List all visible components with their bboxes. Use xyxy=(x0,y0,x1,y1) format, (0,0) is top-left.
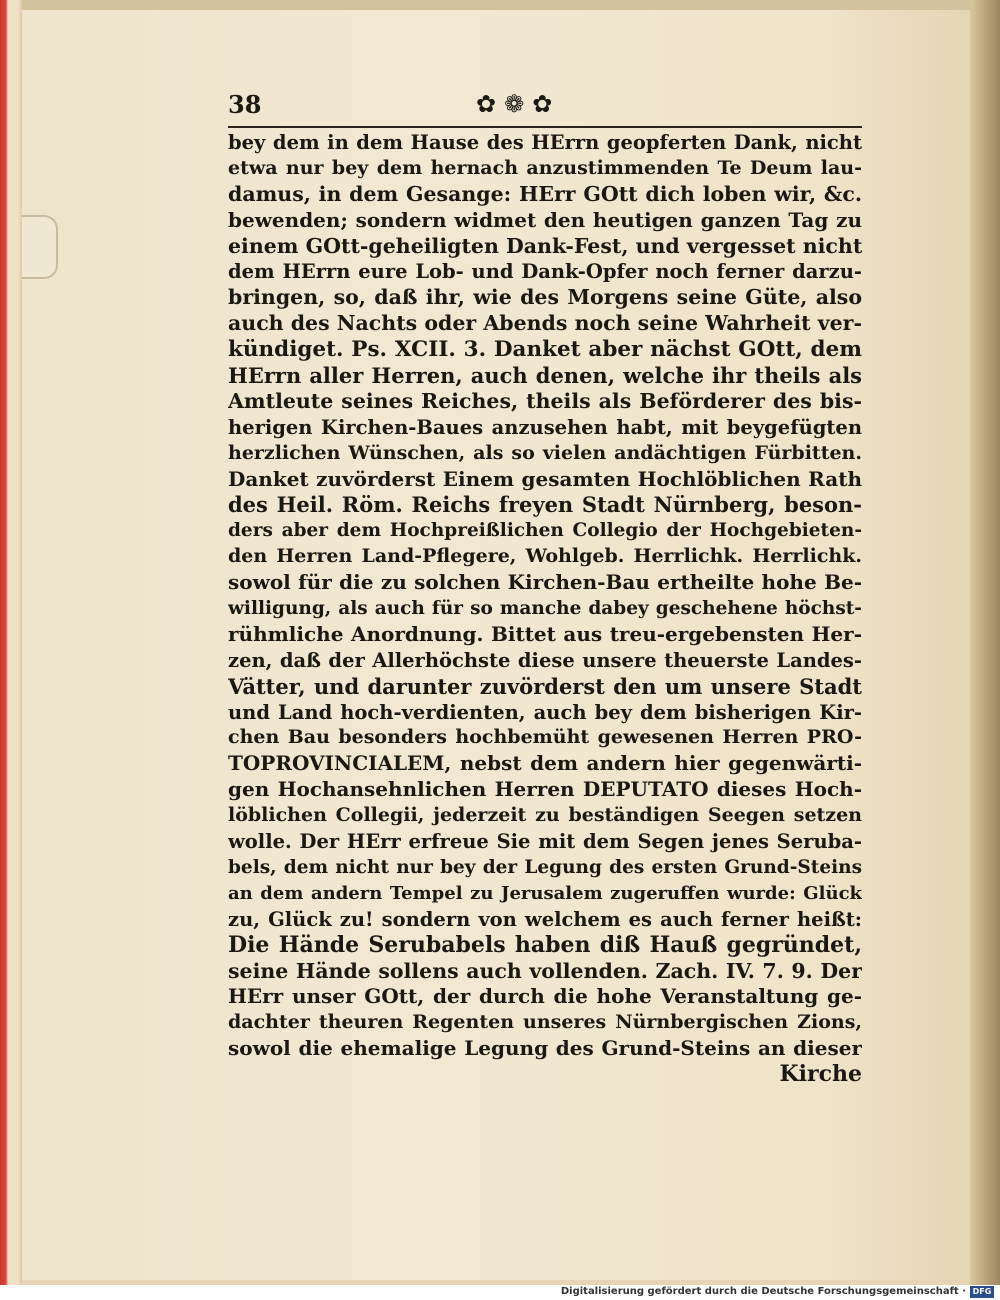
text-line: HErrn aller Herren, auch denen, welche ihr theils als xyxy=(228,363,862,389)
text-line: bels, dem nicht nur bey der Legung des ersten Grund-Steins xyxy=(228,856,862,878)
book-edge xyxy=(0,0,22,1285)
text-line: HErr unser GOtt, der durch die hohe Veranstaltung ge- xyxy=(228,984,862,1009)
text-line: den Herren Land-Pflegere, Wohlgeb. Herrlichk. Herrlichk. xyxy=(228,545,862,568)
page-gutter-shadow xyxy=(970,0,1000,1285)
text-line: bey dem in dem Hause des HErrn geopferten Dank, nicht xyxy=(228,131,862,154)
text-line: an dem andern Tempel zu Jerusalem zugeruffen wurde: Glück xyxy=(228,882,862,904)
text-line: dem HErrn eure Lob- und Dank-Opfer noch ferner darzu- xyxy=(228,260,862,284)
dfg-credit: Digitalisierung gefördert durch die Deutsche Forschungsgemeinschaft · xyxy=(560,1286,966,1297)
text-line: willigung, als auch für so manche dabey geschehene höchst- xyxy=(228,598,862,620)
text-line: gen Hochansehnlichen Herren DEPUTATO dieses Hoch- xyxy=(228,777,862,802)
body-text xyxy=(228,130,862,1088)
page-tab-mark xyxy=(22,215,58,279)
text-line: wolle. Der HErr erfreue Sie mit dem Segen jenes Seruba- xyxy=(228,830,862,854)
text-line: zu, Glück zu! sondern von welchem es auch ferner heißt: xyxy=(228,907,862,931)
header-rule xyxy=(228,126,862,128)
text-line: bewenden; sondern widmet den heutigen ganzen Tag zu xyxy=(228,207,862,232)
text-line: chen Bau besonders hochbemüht gewesenen Herren PRO- xyxy=(228,726,862,749)
text-line: kündiget. Ps. XCII. 3. Danket aber nächst GOtt, dem xyxy=(228,337,862,363)
text-line: und Land hoch-verdienten, auch bey dem bisherigen Kir- xyxy=(228,700,862,724)
text-line: Amtleute seines Reiches, theils als Beförderer des bis- xyxy=(228,388,862,413)
dfg-logo: DFG xyxy=(970,1286,994,1298)
text-line: ders aber dem Hochpreißlichen Collegio der Hochgebieten- xyxy=(228,520,862,542)
text-line: zen, daß der Allerhöchste diese unsere theuerste Landes- xyxy=(228,648,862,672)
text-line: sowol die ehemalige Legung des Grund-Steins an dieser xyxy=(228,1036,862,1061)
text-line: herigen Kirchen-Baues anzusehen habt, mit beygefügten xyxy=(228,415,862,439)
text-line: auch des Nachts oder Abends noch seine Wahrheit ver- xyxy=(228,311,862,336)
text-line: Vätter, und darunter zuvörderst den um unsere Stadt xyxy=(228,673,862,699)
ornament-icon: ✿❁✿ xyxy=(476,90,561,118)
page-number: 38 xyxy=(228,90,262,119)
text-line: dachter theuren Regenten unseres Nürnbergischen Zions, xyxy=(228,1011,862,1034)
text-line: TOPROVINCIALEM, nebst dem andern hier gegenwärti- xyxy=(228,751,862,776)
page-header xyxy=(228,90,862,122)
text-line: löblichen Collegii, jederzeit zu beständigen Seegen setzen xyxy=(228,804,862,827)
text-line: des Heil. Röm. Reichs freyen Stadt Nürnberg, beson- xyxy=(228,492,862,518)
text-line: sowol für die zu solchen Kirchen-Bau ertheilte hohe Be- xyxy=(228,570,862,595)
text-line: etwa nur bey dem hernach anzustimmenden Te Deum lau- xyxy=(228,156,862,179)
text-line: herzlichen Wünschen, als so vielen andächtigen Fürbitten. xyxy=(228,441,862,464)
text-line: Die Hände Serubabels haben diß Hauß gegründet, xyxy=(228,932,862,958)
top-page-edge xyxy=(22,0,970,10)
text-line: seine Hände sollens auch vollenden. Zach. IV. 7. 9. Der xyxy=(228,958,862,983)
catchword: Kirche xyxy=(779,1062,862,1088)
text-line: rühmliche Anordnung. Bittet aus treu-ergebensten Her- xyxy=(228,621,862,646)
text-line: bringen, so, daß ihr, wie des Morgens seine Güte, also xyxy=(228,285,862,310)
text-line: Danket zuvörderst Einem gesamten Hochlöblichen Rath xyxy=(228,466,862,491)
text-line: damus, in dem Gesange: HErr GOtt dich loben wir, &c. xyxy=(228,181,862,206)
text-line: einem GOtt-geheiligten Dank-Fest, und vergesset nicht xyxy=(228,233,862,258)
